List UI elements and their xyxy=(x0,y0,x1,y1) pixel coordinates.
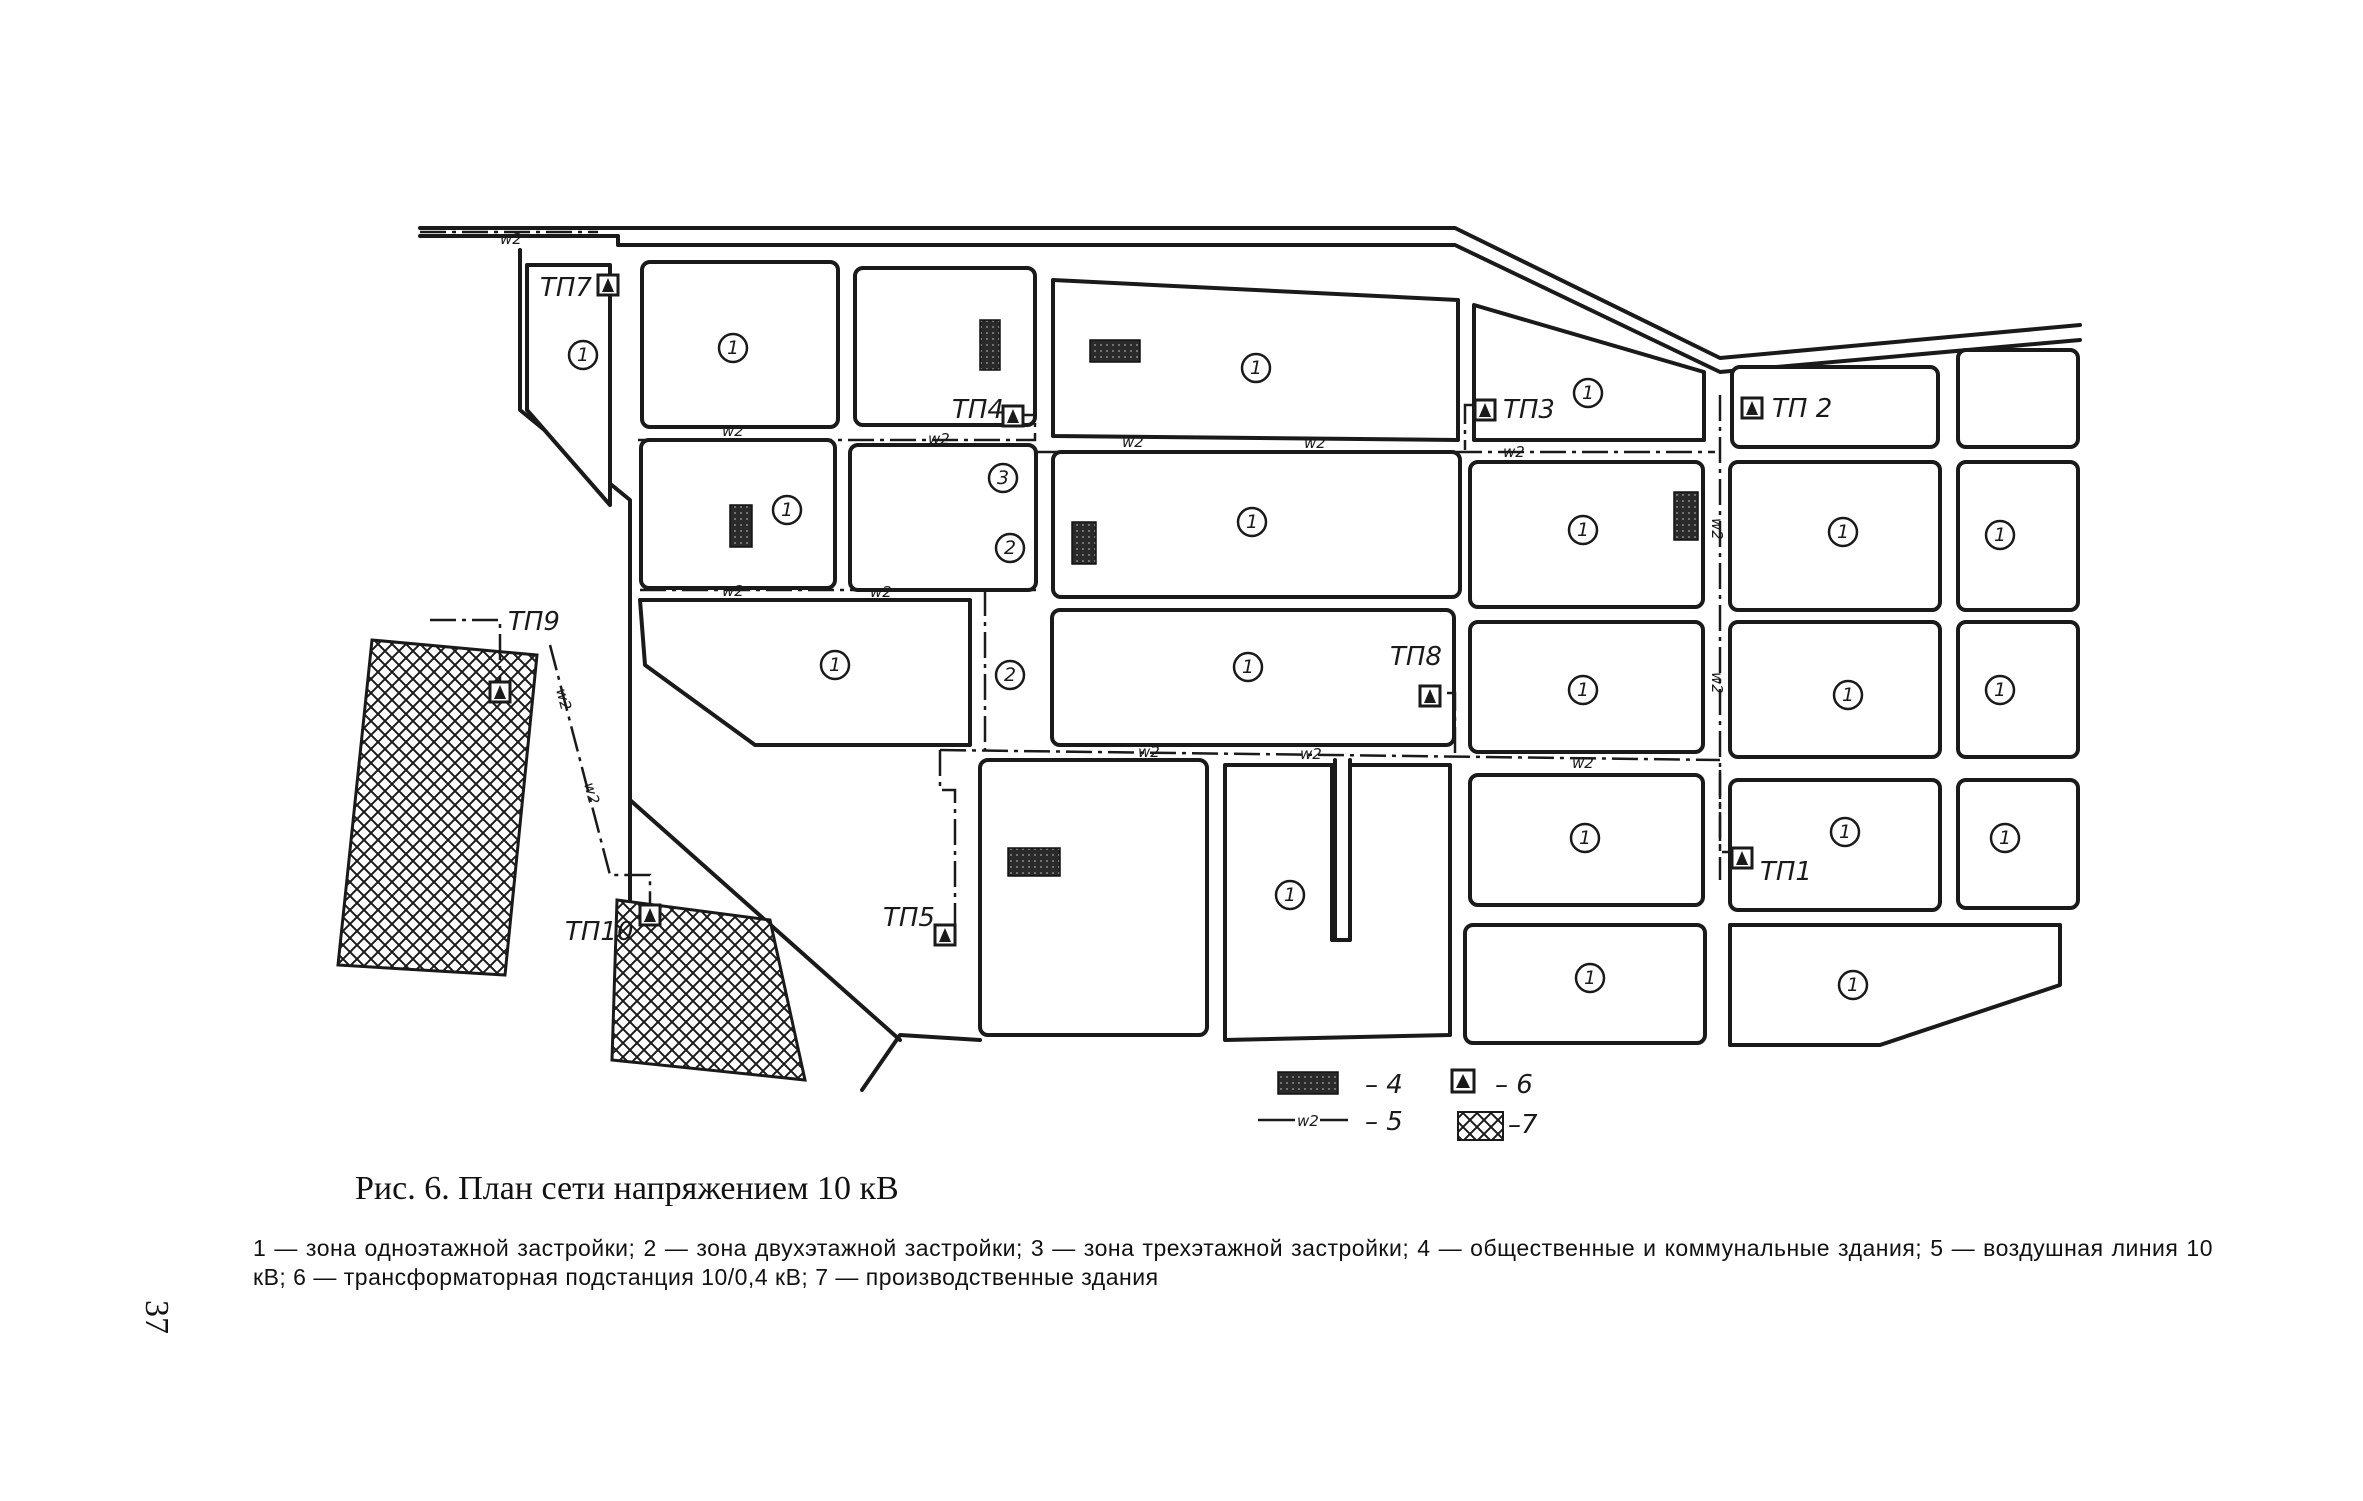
line-label: w2 xyxy=(722,422,744,440)
svg-text:1: 1 xyxy=(1283,884,1297,906)
svg-text:1: 1 xyxy=(1836,521,1850,543)
zone-marker xyxy=(996,661,1024,689)
zone-marker xyxy=(996,534,1024,562)
zone-marker xyxy=(1569,676,1597,704)
zone-marker xyxy=(1234,653,1262,681)
zone-marker xyxy=(1571,824,1599,852)
line-label: w2 xyxy=(500,230,522,248)
svg-text:– 5: – 5 xyxy=(1365,1107,1403,1137)
svg-text:1: 1 xyxy=(1581,382,1595,404)
figure-caption: 1 — зона одноэтажной застройки; 2 — зона двухэтажной застройки; 3 — зона трехэтажной застройки; 4 — общественные и коммунальные здания; 5 — воздушная линия 10 кВ; 6 — трансформаторная подстанция 10/0,4 кВ; 7 — производственные здания xyxy=(253,1235,2213,1290)
line-label: w2 xyxy=(1708,518,1726,540)
line-label: w2 xyxy=(1572,754,1594,772)
block xyxy=(855,268,1035,425)
zone-marker xyxy=(1831,818,1859,846)
legend xyxy=(1258,1070,1538,1140)
zone-marker xyxy=(1829,518,1857,546)
svg-text:ТП8: ТП8 xyxy=(1390,642,1442,672)
zone-marker xyxy=(1991,824,2019,852)
zone-marker xyxy=(719,334,747,362)
zone-marker xyxy=(1986,521,2014,549)
line-label: w2 xyxy=(1708,672,1726,694)
zone-marker xyxy=(1238,508,1266,536)
svg-text:2: 2 xyxy=(1003,537,1017,559)
svg-text:1: 1 xyxy=(1583,967,1597,989)
block xyxy=(1958,350,2078,447)
svg-text:w2: w2 xyxy=(1297,1112,1319,1130)
svg-text:ТП 2: ТП 2 xyxy=(1772,394,1833,424)
block xyxy=(640,600,970,745)
line-label: w2 xyxy=(928,430,950,448)
legend-item-4 xyxy=(1278,1070,1403,1100)
public-building xyxy=(1674,492,1698,540)
svg-text:1: 1 xyxy=(1993,524,2007,546)
substation-tp3 xyxy=(1475,395,1555,425)
svg-text:1: 1 xyxy=(1846,974,1860,996)
legend-item-6 xyxy=(1452,1070,1533,1100)
block xyxy=(980,760,1207,1035)
line-label: w2 xyxy=(1122,433,1144,451)
line-label: w2 xyxy=(1503,443,1525,461)
block xyxy=(1730,925,2060,1045)
svg-text:1: 1 xyxy=(1578,827,1592,849)
line-label: w2 xyxy=(1138,743,1160,761)
svg-text:ТП7: ТП7 xyxy=(540,273,592,303)
svg-text:ТП4: ТП4 xyxy=(952,395,1004,425)
zone-marker xyxy=(1839,971,1867,999)
substation-tp5 xyxy=(883,903,955,945)
public-building xyxy=(980,320,1000,370)
zone-marker xyxy=(569,341,597,369)
block xyxy=(1958,622,2078,757)
page-number: 37 xyxy=(138,1300,175,1334)
svg-text:1: 1 xyxy=(780,499,794,521)
svg-text:1: 1 xyxy=(1993,679,2007,701)
svg-text:2: 2 xyxy=(1003,664,1017,686)
zone-marker xyxy=(773,496,801,524)
svg-text:1: 1 xyxy=(1576,679,1590,701)
public-building xyxy=(1008,848,1060,876)
line-label: w2 xyxy=(870,583,892,601)
legend-item-5 xyxy=(1258,1107,1403,1137)
svg-text:1: 1 xyxy=(726,337,740,359)
svg-text:1: 1 xyxy=(828,654,842,676)
svg-text:ТП3: ТП3 xyxy=(1503,395,1555,425)
svg-text:1: 1 xyxy=(1241,656,1255,678)
svg-text:– 6: – 6 xyxy=(1495,1070,1533,1100)
svg-text:1: 1 xyxy=(1249,357,1263,379)
figure-title: Рис. 6. План сети напряжением 10 кВ xyxy=(355,1170,899,1207)
zone-marker xyxy=(1242,354,1270,382)
zone-marker xyxy=(1576,964,1604,992)
svg-text:1: 1 xyxy=(1838,821,1852,843)
svg-text:1: 1 xyxy=(576,344,590,366)
zone-marker xyxy=(989,464,1017,492)
substation-tp2 xyxy=(1742,394,1832,424)
svg-text:1: 1 xyxy=(1841,684,1855,706)
svg-text:1: 1 xyxy=(1576,519,1590,541)
svg-text:–7: –7 xyxy=(1508,1110,1538,1140)
public-building xyxy=(1090,340,1140,362)
line-label: w2 xyxy=(1304,434,1326,452)
legend-item-7 xyxy=(1458,1110,1538,1140)
block xyxy=(1730,780,1940,910)
svg-text:ТП5: ТП5 xyxy=(883,903,935,933)
block xyxy=(1225,765,1450,1040)
zone-marker xyxy=(1574,379,1602,407)
zone-marker xyxy=(821,651,849,679)
svg-text:ТП9: ТП9 xyxy=(508,607,560,637)
svg-text:3: 3 xyxy=(996,467,1010,489)
line-label: w2 xyxy=(722,582,744,600)
zone-marker xyxy=(1986,676,2014,704)
block xyxy=(1958,462,2078,610)
svg-text:1: 1 xyxy=(1998,827,2012,849)
industrial-building xyxy=(612,900,805,1080)
svg-text:1: 1 xyxy=(1245,511,1259,533)
svg-text:ТП1: ТП1 xyxy=(1760,857,1812,887)
public-building xyxy=(1072,522,1096,564)
line-label: w2 xyxy=(580,780,604,807)
line-label: w2 xyxy=(552,686,576,713)
public-building xyxy=(730,505,752,547)
zone-marker xyxy=(1834,681,1862,709)
zone-marker xyxy=(1569,516,1597,544)
svg-text:ТП10: ТП10 xyxy=(565,917,634,947)
svg-text:– 4: – 4 xyxy=(1365,1070,1403,1100)
line-label: w2 xyxy=(1300,745,1322,763)
zone-marker xyxy=(1276,881,1304,909)
